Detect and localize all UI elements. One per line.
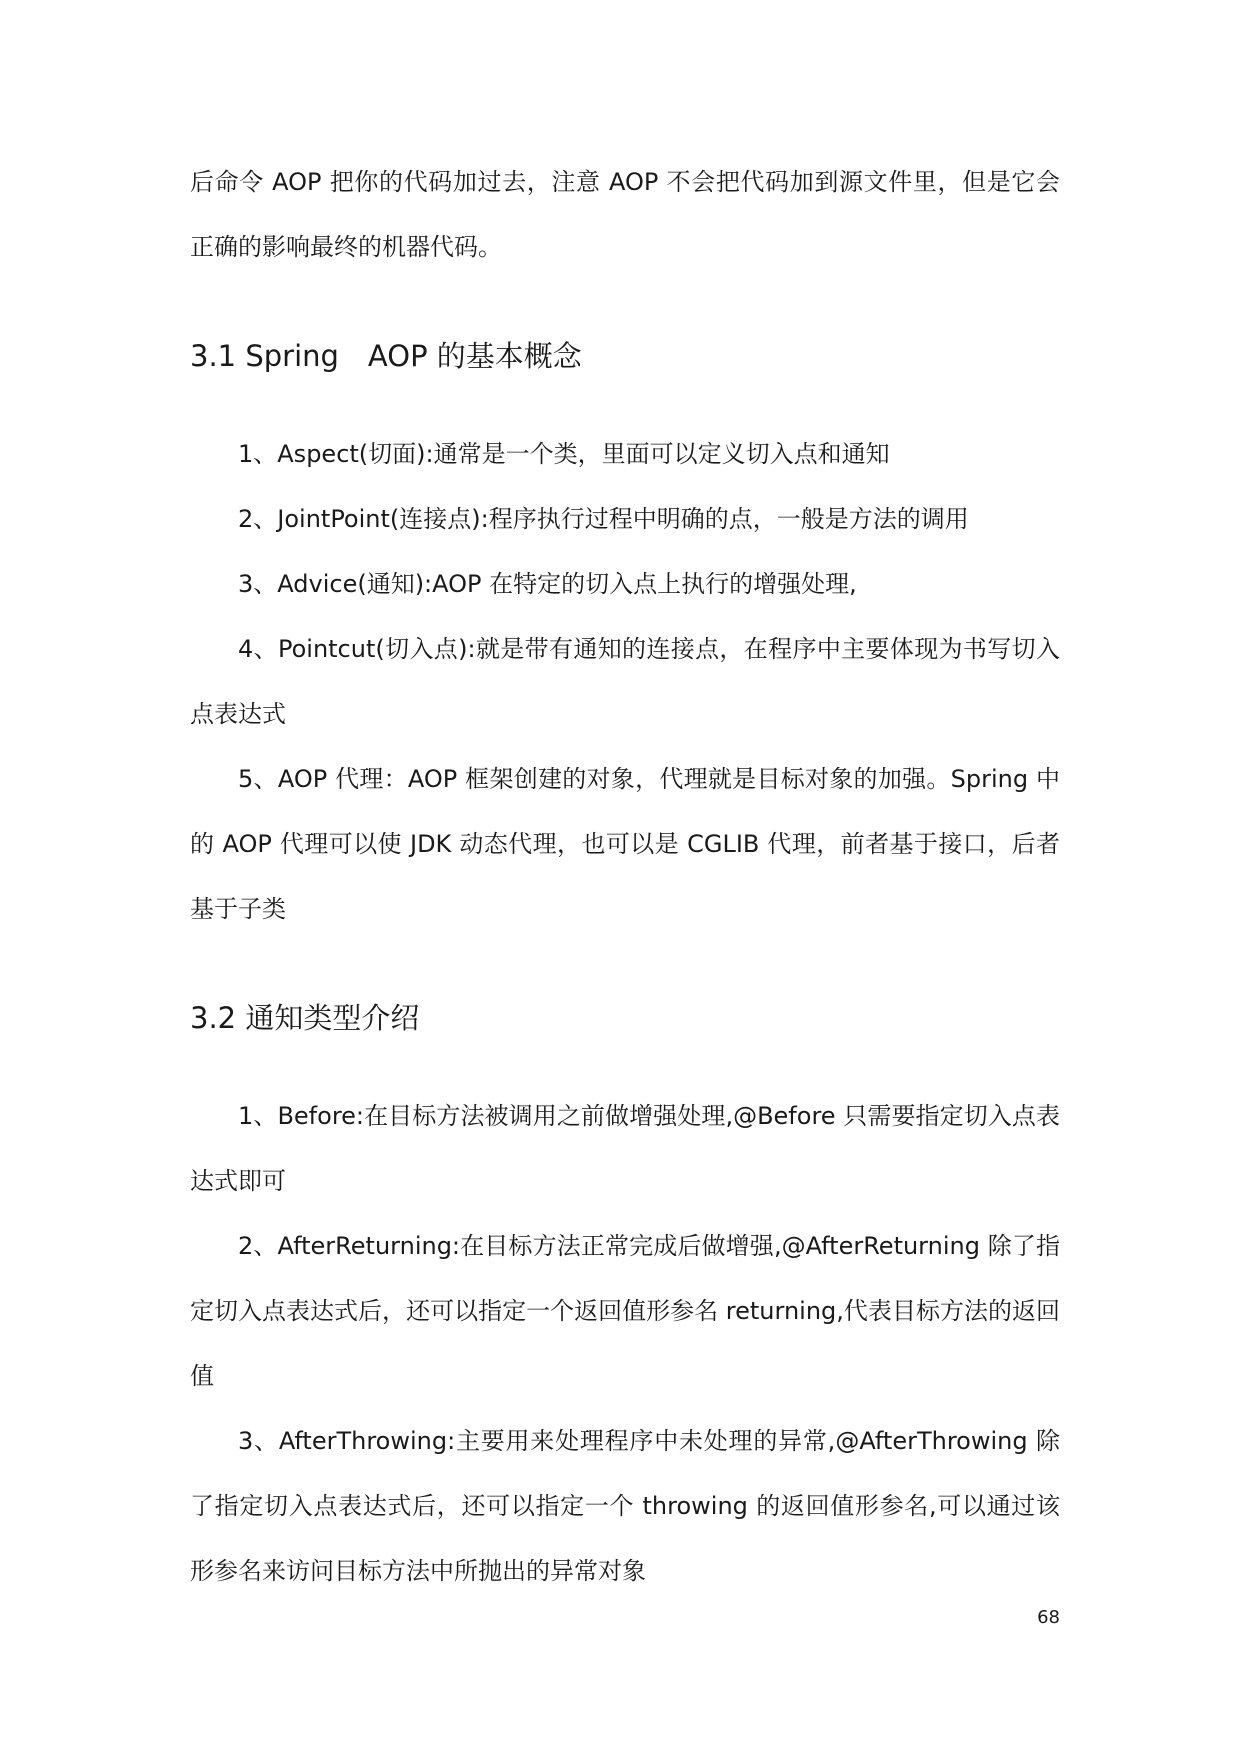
concept-list [190,422,1060,942]
concept-item-aspect: 1、Aspect(切面):通常是一个类，里面可以定义切入点和通知 [238,440,890,468]
concept-item-aop-proxy: 5、AOP 代理：AOP 框架创建的对象，代理就是目标对象的加强。Spring 中的 AOP 代理可以使 JDK 动态代理，也可以是 CGLIB 代理，前者基于接口，后者基于子类 [190,765,1060,923]
advice-item-after-returning: 2、AfterReturning:在目标方法正常完成后做增强,@AfterReturning 除了指定切入点表达式后，还可以指定一个返回值形参名 returning,代表目标方法的返回值 [190,1232,1060,1390]
advice-type-list [190,1084,1060,1604]
concept-item-advice: 3、Advice(通知):AOP 在特定的切入点上执行的增强处理, [238,570,857,598]
section-heading-3-2: 3.2 通知类型介绍 [190,1001,420,1035]
advice-item-after-throwing: 3、AfterThrowing:主要用来处理程序中未处理的异常,@AfterThrowing 除了指定切入点表达式后，还可以指定一个 throwing 的返回值形参名,可以通过该形参名来访问目标方法中所抛出的异常对象 [190,1427,1060,1585]
intro-paragraph: 后命令 AOP 把你的代码加过去，注意 AOP 不会把代码加到源文件里，但是它会正确的影响最终的机器代码。 [190,168,1060,261]
concept-item-jointpoint: 2、JointPoint(连接点):程序执行过程中明确的点，一般是方法的调用 [238,505,969,533]
page-content [190,150,1060,1604]
advice-item-before: 1、Before:在目标方法被调用之前做增强处理,@Before 只需要指定切入点表达式即可 [190,1102,1060,1195]
page-number: 68 [1037,1607,1060,1628]
concept-item-pointcut: 4、Pointcut(切入点):就是带有通知的连接点，在程序中主要体现为书写切入点表达式 [190,635,1060,728]
section-heading-3-1: 3.1 Spring AOP 的基本概念 [190,339,582,373]
